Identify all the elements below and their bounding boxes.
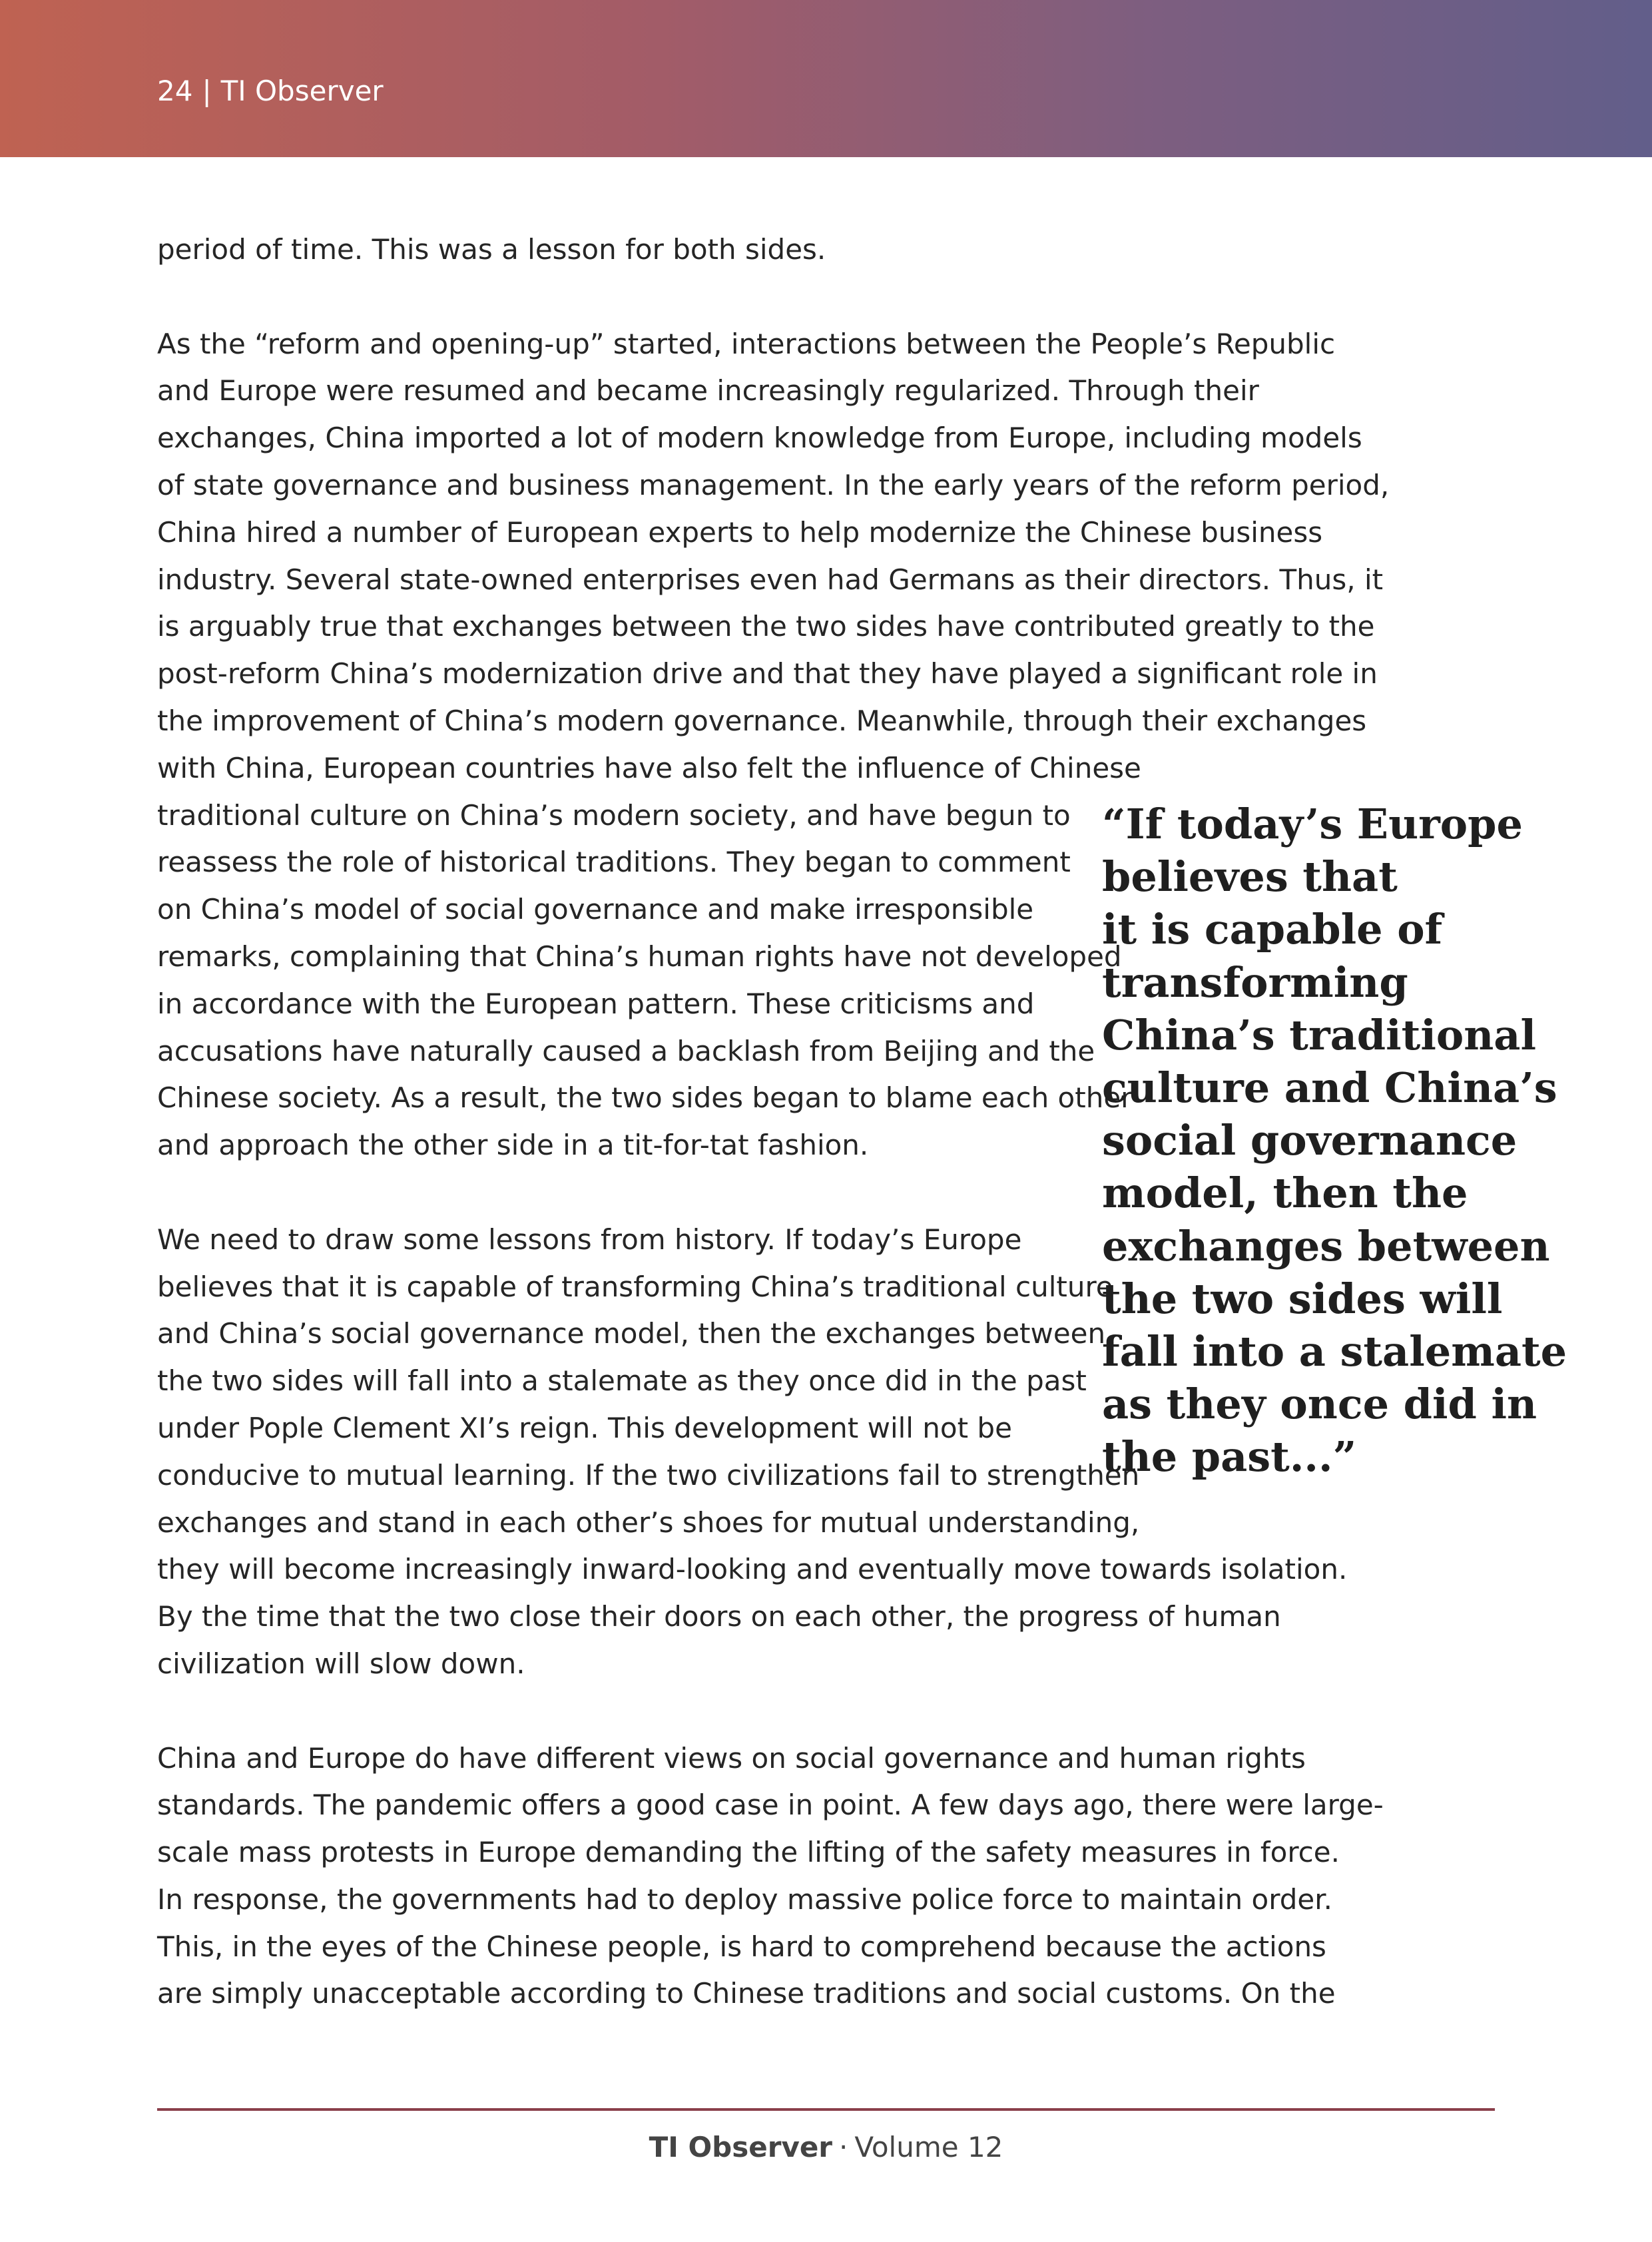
footer-divider [157,2108,1495,2111]
body-line: China hired a number of European experts to help modernize the Chinese business [157,515,1323,549]
body-line: on China’s model of social governance and make irresponsible [157,893,1034,926]
body-line: and Europe were resumed and became increasingly regularized. Through their [157,374,1259,408]
pull-quote-line: China’s traditional [1102,1010,1537,1059]
body-line: believes that it is capable of transforming China’s traditional culture [157,1270,1113,1303]
pull-quote-line: model, then the [1102,1169,1468,1218]
body-line: exchanges, China imported a lot of modern knowledge from Europe, including models [157,421,1362,455]
body-line: This, in the eyes of the Chinese people, is hard to comprehend because the actions [157,1930,1326,1963]
body-line: in accordance with the European pattern. These criticisms and [157,987,1035,1020]
body-line: accusations have naturally caused a backlash from Beijing and the [157,1034,1095,1067]
page-header-banner [0,0,1652,157]
running-header [157,75,384,107]
header-separator: | [202,75,212,107]
body-line: period of time. This was a lesson for both sides. [157,233,826,266]
body-line: post-reform China’s modernization drive and that they have played a significant role in [157,657,1378,691]
body-line: under Pople Clement XI’s reign. This development will not be [157,1411,1012,1444]
body-line: traditional culture on China’s modern society, and have begun to [157,798,1071,832]
header-publication: TI Observer [220,75,384,107]
body-line: conducive to mutual learning. If the two civilizations fail to strengthen [157,1458,1140,1492]
pull-quote-line: “If today’s Europe [1102,800,1523,848]
paragraph-4 [157,1735,1389,2018]
page-footer [0,2131,1652,2163]
body-line: and China’s social governance model, then the exchanges between [157,1317,1106,1350]
pull-quote-line: fall into a stalemate [1102,1327,1567,1376]
pull-quote-line: social governance [1102,1116,1517,1165]
pull-quote-line: believes that [1102,852,1398,902]
body-line: reassess the role of historical traditions. They began to comment [157,846,1071,879]
body-line: are simply unacceptable according to Chinese traditions and social customs. On the [157,1977,1336,2010]
body-line: By the time that the two close their doors on each other, the progress of human [157,1600,1281,1633]
paragraph-1 [157,226,1389,274]
pull-quote-line: exchanges between [1102,1221,1550,1270]
pull-quote-line: culture and China’s [1102,1063,1557,1113]
body-line: As the “reform and opening-up” started, interactions between the People’s Republic [157,327,1336,360]
body-line: China and Europe do have different views on social governance and human rights [157,1741,1306,1775]
body-line: with China, European countries have also felt the influence of Chinese [157,751,1141,784]
body-line: civilization will slow down. [157,1647,525,1680]
body-line: We need to draw some lessons from history. If today’s Europe [157,1223,1022,1256]
body-line: of state governance and business management. In the early years of the reform period, [157,468,1390,501]
body-line: standards. The pandemic offers a good case in point. A few days ago, there were large- [157,1789,1384,1822]
body-line: and approach the other side in a tit-for-tat fashion. [157,1129,869,1162]
footer-publication: TI Observer [649,2131,833,2163]
pull-quote-line: as they once did in [1102,1380,1537,1429]
body-line: In response, the governments had to deploy massive police force to maintain order. [157,1882,1332,1916]
body-line: remarks, complaining that China’s human rights have not developed [157,940,1122,973]
pull-quote [1102,798,1567,1484]
pull-quote-line: the past...” [1102,1432,1357,1482]
body-line: the two sides will fall into a stalemate as they once did in the past [157,1364,1087,1398]
pull-quote-line: the two sides will [1102,1274,1503,1323]
body-line: is arguably true that exchanges between the two sides have contributed greatly to the [157,610,1375,643]
body-line: Chinese society. As a result, the two sides began to blame each other [157,1081,1133,1115]
footer-separator: · [839,2131,848,2163]
body-line: the improvement of China’s modern governance. Meanwhile, through their exchanges [157,704,1367,737]
body-line: they will become increasingly inward-looking and eventually move towards isolation. [157,1553,1348,1586]
footer-volume: Volume 12 [854,2131,1003,2163]
body-line: industry. Several state-owned enterprises even had Germans as their directors. Thus, it [157,563,1384,596]
body-line: exchanges and stand in each other’s shoes for mutual understanding, [157,1506,1140,1539]
pull-quote-line: transforming [1102,958,1408,1007]
pull-quote-line: it is capable of [1102,905,1443,954]
body-line: scale mass protests in Europe demanding the lifting of the safety measures in force. [157,1836,1340,1869]
page-number: 24 [157,75,193,107]
